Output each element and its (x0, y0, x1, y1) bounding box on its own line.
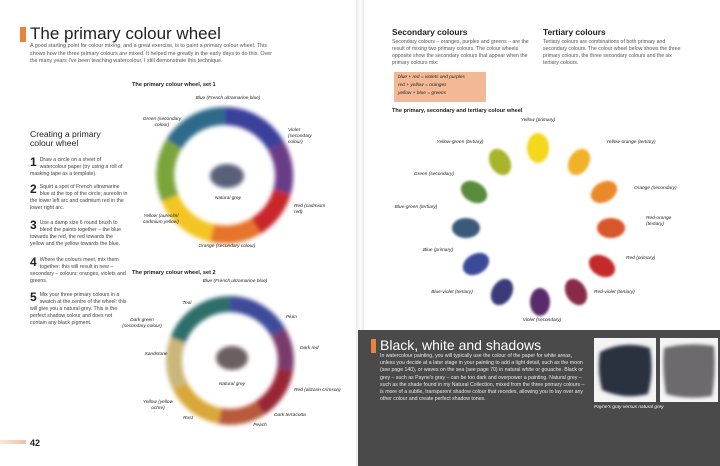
wheel3-title: The primary, secondary and tertiary colour wheel (392, 108, 523, 114)
step-1 (30, 157, 128, 178)
step-text: Mix your three primary colours in a swatch at the centre of the wheel: this will give you a natural grey. This is the perfect shadow colour and does not contain any black pigment. (30, 292, 127, 326)
wheel2-label-plum: Plum (286, 315, 297, 320)
panel-accent-bar (371, 339, 376, 353)
step-text: Draw a circle on a sheet of watercolour paper (try using a roll of masking tape as a template). (30, 157, 123, 177)
wheel2-title: The primary colour wheel, set 2 (132, 270, 216, 276)
secondary-text: Secondary colours – oranges, purples and greens – are the result of mixing two primary colours. The colour wheels opposite show the secondary colours that appear when the primary colours mix: (392, 39, 529, 66)
wheel2-label-darkred: Dark red (300, 346, 319, 351)
formula-box (394, 72, 486, 102)
wheel3-label-violet: Violet (secondary) (522, 318, 562, 323)
natural-grey-swatch-card (660, 338, 718, 402)
wheel2-label-rust: Rust (183, 416, 193, 421)
wheel3-label-orange: Orange (secondary) (634, 186, 677, 191)
step-number: 3 (30, 218, 37, 232)
wheel2-label-center: Natural grey (218, 382, 246, 387)
step-2 (30, 184, 128, 212)
swatch-caption: Payne's gray versus natural grey (594, 405, 664, 410)
title-accent-bar (20, 27, 26, 42)
step-number: 5 (30, 290, 37, 304)
tertiary-heading: Tertiary colours (543, 27, 606, 37)
wheel3-label-red-violet: Red-violet (tertiary) (594, 290, 635, 295)
wheel1-label-orange: Orange (secondary colour) (198, 244, 256, 249)
step-number: 4 (30, 255, 37, 269)
wheel1-label-violet: Violet (secondary colour) (288, 128, 312, 145)
decorative-brushstroke (0, 440, 26, 444)
wheel1-title: The primary colour wheel, set 1 (132, 82, 216, 88)
panel-text: In watercolour painting, you will typically use the colour of the paper for white areas, unless you decide at a later stage in your painting to add a light detail, such as the moon (see page 140), or waves on the sea (see page 70) in natural white or gouache. Black or grey – such as Payne's gray – can be too dark and overpower a painting. Natural grey – such as the shade found in my Natural Collection, mixed from the three primary colours – is more of a subtle, transparent shadow colour that recedes, allowing you to lay over any other colour and create perfect shadow tones. (380, 353, 585, 403)
wheel3-label-blue-green: Blue-green (tertiary) (394, 205, 438, 210)
step-text: Squirt a spot of French ultramarine blue at the top of the circle; aureolin in the lower left arc and cadmium red in the lower right arc. (30, 184, 128, 211)
step-4 (30, 257, 128, 285)
paynes-gray-swatch (594, 338, 656, 402)
formula-line: blue + red = violets and purples (398, 75, 465, 80)
wheel3-label-green: Green (secondary) (414, 172, 454, 177)
wheel2-label-yellow: Yellow (yellow ochre) (142, 400, 174, 411)
formula-line: yellow + blue = greens (398, 91, 446, 96)
wheel1-label-green: Green (secondary colour) (142, 117, 182, 128)
wheel2-label-red: Red (alizarin crimson) (294, 388, 341, 393)
wheel2-label-sandstone: Sandstone (144, 352, 168, 357)
step-text: Use a damp size 6 round brush to blend the paints together – the blue towards the red, the red towards the yellow and the yellow towards the blue. (30, 220, 122, 247)
step-number: 2 (30, 182, 37, 196)
wheel2-label-darkterracotta: Dark terracotta (274, 413, 306, 418)
wheel3-label-red: Red (primary) (626, 256, 656, 261)
creating-wheel-heading: Creating a primary colour wheel (30, 129, 101, 148)
wheel1-label-yellow: Yellow (aureolin/ cadmium yellow) (143, 214, 179, 225)
wheel2-label-blue: Blue (French ultramarine blue) (202, 279, 268, 284)
wheel1-label-red: Red (cadmium red) (294, 204, 326, 215)
panel-title: Black, white and shadows (380, 337, 542, 353)
tertiary-text: Tertiary colours are combinations of both primary and secondary colours. The colour wheel below shows the three primary colours, the three secondary colours and the six tertiary colours. (543, 39, 681, 66)
page-number: 42 (30, 438, 41, 448)
wheel3-label-yellow-green: Yellow-green (tertiary) (436, 140, 484, 145)
step-3 (30, 220, 128, 248)
primary-wheel-set2 (160, 290, 300, 430)
wheel3-label-yellow: Yellow (primary) (520, 118, 556, 123)
wheel3-label-yellow-orange: Yellow-orange (tertiary) (606, 140, 656, 145)
natural-grey-swatch (660, 338, 718, 402)
wheel2-label-peach: Peach (253, 423, 267, 428)
formula-line: red + yellow = oranges (398, 83, 447, 88)
step-text: Where the colours meet, mix them together: this will result in new – secondary – colours: oranges, violets and greens. (30, 257, 126, 284)
wheel3-label-blue-violet: Blue-violet (tertiary) (431, 290, 473, 295)
secondary-heading: Secondary colours (392, 27, 468, 37)
wheel1-label-blue: Blue (French ultramarine blue) (195, 96, 261, 101)
wheel2-label-teal: Teal (182, 301, 192, 306)
wheel3-label-blue: Blue (primary) (422, 248, 454, 253)
page-title: The primary colour wheel (30, 24, 221, 43)
intro-paragraph: A good starting point for colour mixing, and a great exercise, is to paint a primary colour wheel. This shows how the three primary colours are mixed. It helped me greatly in the early days to do this. Over the many years I've been teaching watercolour, I still demonstrate this technique. (30, 43, 273, 65)
wheel1-label-center: Natural grey (214, 196, 242, 201)
step-5 (30, 292, 128, 327)
wheel3-label-red-orange: Red-orange (tertiary) (646, 216, 672, 227)
paynes-gray-swatch-card (594, 338, 656, 402)
step-number: 1 (30, 155, 37, 169)
wheel2-label-darkgreen: Dark green (secondary colour) (122, 318, 162, 329)
